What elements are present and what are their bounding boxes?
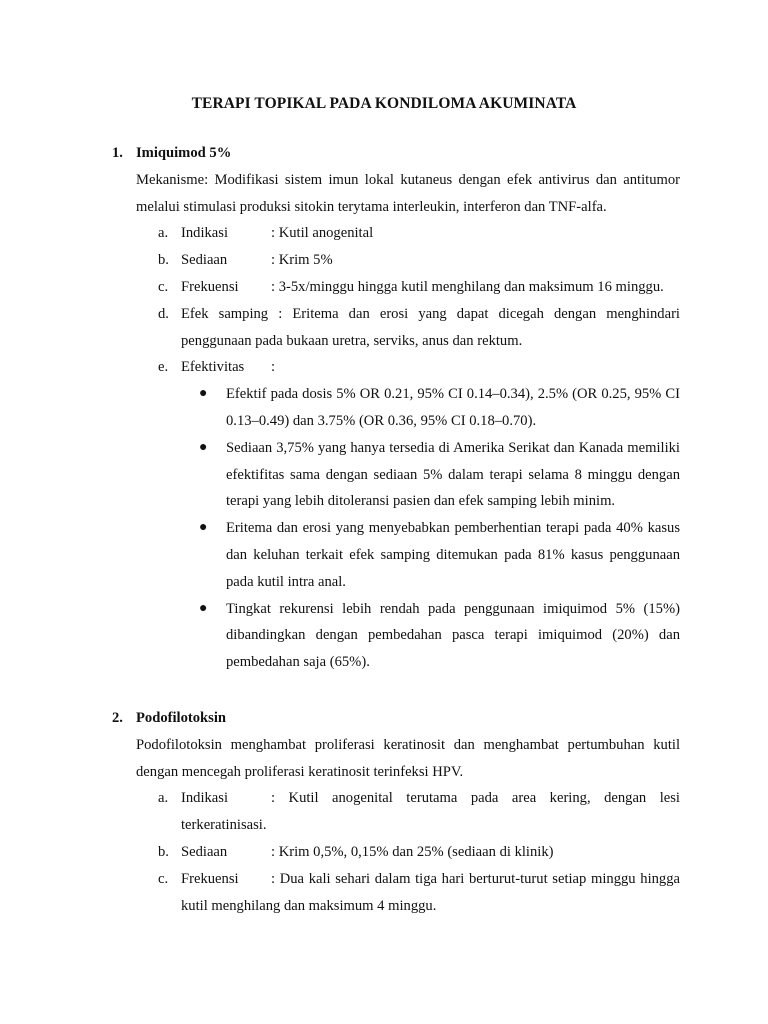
item-text: : Dua kali sehari dalam tiga hari berturut-turut setiap minggu hingga kutil menghilang dan maksimum 4 minggu. [181,870,680,914]
item-text: : [271,359,276,376]
section-heading [108,705,680,732]
bullet-text: Tingkat rekurensi lebih rendah pada penggunaan imiquimod 5% (15%) dibandingkan dengan pembedahan pasca terapi imiquimod (20%) dan pembedahan saja (65%). [226,600,680,671]
list-item [108,354,680,381]
bullet-item [108,381,680,435]
list-item [108,220,680,247]
bullet-item [108,435,680,515]
bullet-icon: ● [199,520,208,536]
bullet-text: Sediaan 3,75% yang hanya tersedia di Amerika Serikat dan Kanada memiliki efektifitas sama dengan sediaan 5% dalam terapi selama 8 minggu dengan terapi yang lebih ditoleransi pasien dan efek samping lebih minim. [226,439,680,510]
list-item [108,839,680,866]
bullet-text: Efektif pada dosis 5% OR 0.21, 95% CI 0.14–0.34), 2.5% (OR 0.25, 95% CI 0.13–0.49) dan 3.75% (OR 0.36, 95% CI 0.18–0.70). [226,386,680,429]
section-description: Mekanisme: Modifikasi sistem imun lokal kutaneus dengan efek antivirus dan antitumor melalui stimulasi produksi sitokin terytama interleukin, interferon dan TNF-alfa. [136,171,680,215]
item-letter: d. [158,305,169,322]
item-label: Efektivitas [181,359,245,376]
bullet-item [108,596,680,676]
list-item [108,247,680,274]
item-list [108,785,680,919]
item-label: Indikasi [181,790,229,807]
item-label: Efek samping [181,305,269,322]
item-letter: b. [158,843,169,860]
item-letter: a. [158,225,169,242]
section-podofilotoksin [108,705,680,919]
item-letter: e. [158,359,169,376]
section-description: Podofilotoksin menghambat proliferasi keratinosit dan menghambat pertumbuhan kutil dengan mencegah proliferasi keratinosit terinfeksi HPV. [136,736,680,780]
item-label: Frekuensi [181,870,239,887]
list-item [108,866,680,920]
item-text: : Krim 0,5%, 0,15% dan 25% (sediaan di klinik) [271,843,554,860]
item-text: : Kutil anogenital terutama pada area kering, dengan lesi terkeratinisasi. [181,790,680,834]
list-item [108,274,680,301]
bullet-icon: ● [199,439,208,455]
item-letter: c. [158,870,169,887]
item-text: : Krim 5% [271,252,333,269]
item-text: : Eritema dan erosi yang dapat dicegah dengan menghindari penggunaan pada bukaan uretra, serviks, anus dan rektum. [181,305,680,349]
bullet-item [108,515,680,595]
item-label: Indikasi [181,225,229,242]
item-text: : 3-5x/minggu hingga kutil menghilang dan maksimum 16 minggu. [271,278,664,295]
item-letter: c. [158,278,169,295]
section-number: 2. [112,710,123,726]
item-label: Frekuensi [181,278,239,295]
list-item [108,301,680,355]
section-heading [108,140,680,167]
section-title: Imiquimod 5% [136,145,232,161]
item-label: Sediaan [181,252,228,269]
bullet-icon: ● [199,600,208,616]
section-number: 1. [112,145,123,161]
item-text: : Kutil anogenital [271,225,374,242]
item-letter: b. [158,252,169,269]
bullet-icon: ● [199,386,208,402]
section-imiquimod [108,140,680,676]
item-letter: a. [158,790,169,807]
document-title: TERAPI TOPIKAL PADA KONDILOMA AKUMINATA [191,95,577,112]
bullet-list [108,381,680,676]
item-label: Sediaan [181,843,228,860]
bullet-text: Eritema dan erosi yang menyebabkan pemberhentian terapi pada 40% kasus dan keluhan terkait efek samping ditemukan pada 81% kasus penggunaan pada kutil intra anal. [226,520,680,590]
section-title: Podofilotoksin [136,710,227,726]
item-list [108,220,680,381]
list-item [108,785,680,839]
